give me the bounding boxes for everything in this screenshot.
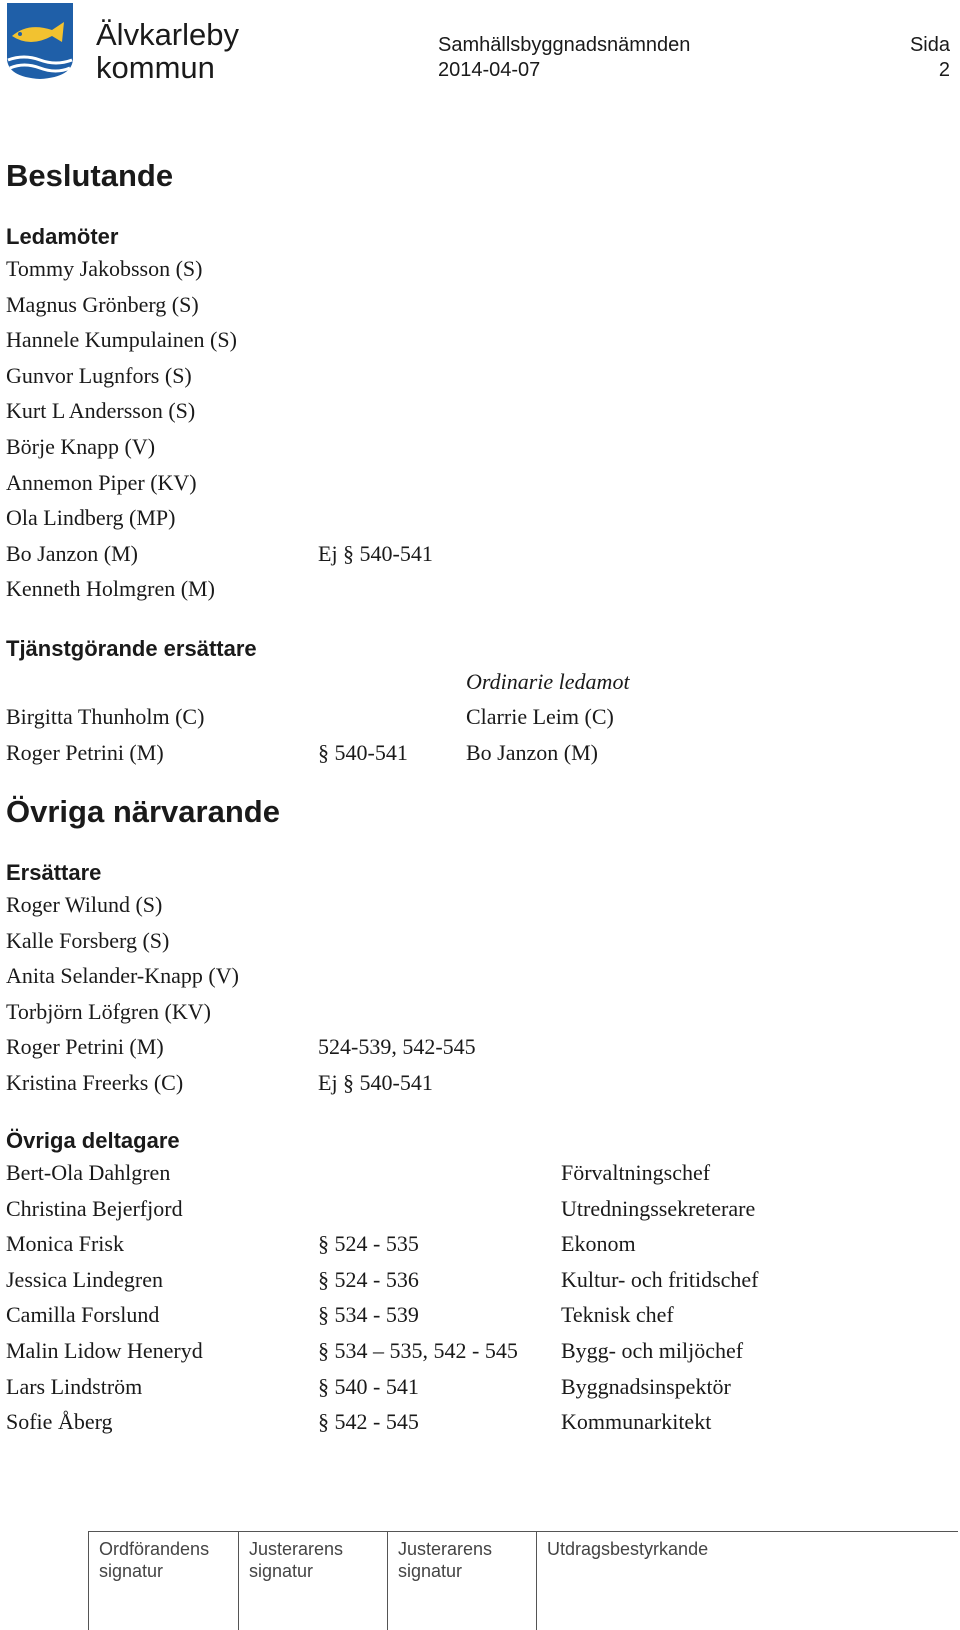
deltagare-role: Ekonom xyxy=(561,1231,636,1257)
deltagare-role: Förvaltningschef xyxy=(561,1160,711,1185)
brand-name xyxy=(96,18,239,84)
member-name: Gunvor Lugnfors (S) xyxy=(6,362,192,388)
deltagare-paragraph: § 524 - 535 xyxy=(318,1231,419,1257)
fish-coat-of-arms-icon xyxy=(4,0,76,82)
deltagare-role: Teknisk chef xyxy=(561,1302,674,1328)
deltagare-role: Byggnadsinspektör xyxy=(561,1373,731,1399)
deltagare-paragraph: § 540 - 541 xyxy=(318,1373,419,1399)
deltagare-role: Bygg- och miljöchef xyxy=(561,1338,744,1363)
deltagare-name: Sofie Åberg xyxy=(6,1409,113,1435)
member-name: Magnus Grönberg (S) xyxy=(6,291,199,317)
member-name: Kurt L Andersson (S) xyxy=(6,398,196,424)
page-label: Sida xyxy=(909,34,950,56)
member-name: Annemon Piper (KV) xyxy=(6,469,197,495)
signature-box xyxy=(88,1531,958,1630)
substitute-ordinarie: Clarrie Leim (C) xyxy=(466,704,614,729)
signature-cell-utdragsbestyrkande xyxy=(536,1532,958,1630)
subheading-deltagare: Övriga deltagare xyxy=(6,1128,180,1153)
subheading-tjanstgorande: Tjänstgörande ersättare xyxy=(6,636,257,661)
signature-cell-line2: signatur xyxy=(249,1561,314,1581)
deltagare-role: Kommunarkitekt xyxy=(561,1409,712,1435)
deltagare-name: Camilla Forslund xyxy=(6,1302,160,1328)
ersattare-name: Torbjörn Löfgren (KV) xyxy=(6,998,211,1024)
substitute-name: Birgitta Thunholm (C) xyxy=(6,704,205,729)
subheading-ledamoter: Ledamöter xyxy=(6,224,119,249)
deltagare-name: Bert-Ola Dahlgren xyxy=(6,1160,171,1185)
deltagare-name: Monica Frisk xyxy=(6,1231,124,1257)
ersattare-name: Anita Selander-Knapp (V) xyxy=(6,963,239,989)
member-name: Hannele Kumpulainen (S) xyxy=(6,327,237,353)
committee-name: Samhällsbyggnadsnämnden xyxy=(438,34,691,56)
signature-cell-line1: Justerarens xyxy=(249,1539,344,1559)
substitute-paragraph: § 540-541 xyxy=(318,739,408,765)
member-name: Bo Janzon (M) xyxy=(6,540,138,566)
signature-cell-justerare-2 xyxy=(387,1532,536,1630)
member-name: Kenneth Holmgren (M) xyxy=(6,576,215,602)
deltagare-name: Jessica Lindegren xyxy=(6,1266,163,1292)
deltagare-name: Lars Lindström xyxy=(6,1373,143,1399)
signature-cell-line1: Utdragsbestyrkande xyxy=(547,1539,709,1559)
signature-cell-ordforande xyxy=(88,1532,238,1630)
deltagare-name: Christina Bejerfjord xyxy=(6,1195,183,1221)
signature-cell-line1: Justerarens xyxy=(398,1539,493,1559)
substitute-name: Roger Petrini (M) xyxy=(6,739,164,765)
signature-cell-line2: signatur xyxy=(398,1561,463,1581)
deltagare-name: Malin Lidow Heneryd xyxy=(6,1338,203,1363)
member-name: Börje Knapp (V) xyxy=(6,434,156,459)
brand-line1: Älvkarleby xyxy=(96,17,239,52)
signature-cell-justerare-1 xyxy=(238,1532,387,1630)
meeting-date: 2014-04-07 xyxy=(438,59,541,81)
deltagare-role: Utredningssekreterare xyxy=(561,1195,756,1221)
deltagare-role: Kultur- och fritidschef xyxy=(561,1266,759,1292)
ersattare-name: Roger Wilund (S) xyxy=(6,892,163,917)
ersattare-name: Kalle Forsberg (S) xyxy=(6,927,170,953)
deltagare-paragraph: § 524 - 536 xyxy=(318,1266,419,1292)
signature-cell-line2: signatur xyxy=(99,1561,164,1581)
ersattare-note: 524-539, 542-545 xyxy=(318,1034,476,1060)
substitute-ordinarie: Bo Janzon (M) xyxy=(466,739,598,765)
ordinarie-header: Ordinarie ledamot xyxy=(466,669,630,694)
member-name: Tommy Jakobsson (S) xyxy=(6,256,203,281)
section-title-beslutande: Beslutande xyxy=(6,158,174,193)
ersattare-name: Roger Petrini (M) xyxy=(6,1034,164,1060)
brand-line2: kommun xyxy=(96,50,215,85)
deltagare-paragraph: § 542 - 545 xyxy=(318,1409,419,1435)
page-number: 2 xyxy=(938,59,950,81)
deltagare-paragraph: § 534 – 535, 542 - 545 xyxy=(318,1338,518,1363)
member-name: Ola Lindberg (MP) xyxy=(6,505,176,531)
deltagare-paragraph: § 534 - 539 xyxy=(318,1302,419,1328)
section-title-ovriga: Övriga närvarande xyxy=(6,794,280,829)
ersattare-name: Kristina Freerks (C) xyxy=(6,1070,184,1095)
subheading-ersattare: Ersättare xyxy=(6,860,102,885)
ersattare-note: Ej § 540-541 xyxy=(318,1070,433,1095)
signature-cell-line1: Ordförandens xyxy=(99,1539,210,1559)
member-note: Ej § 540-541 xyxy=(318,540,433,566)
